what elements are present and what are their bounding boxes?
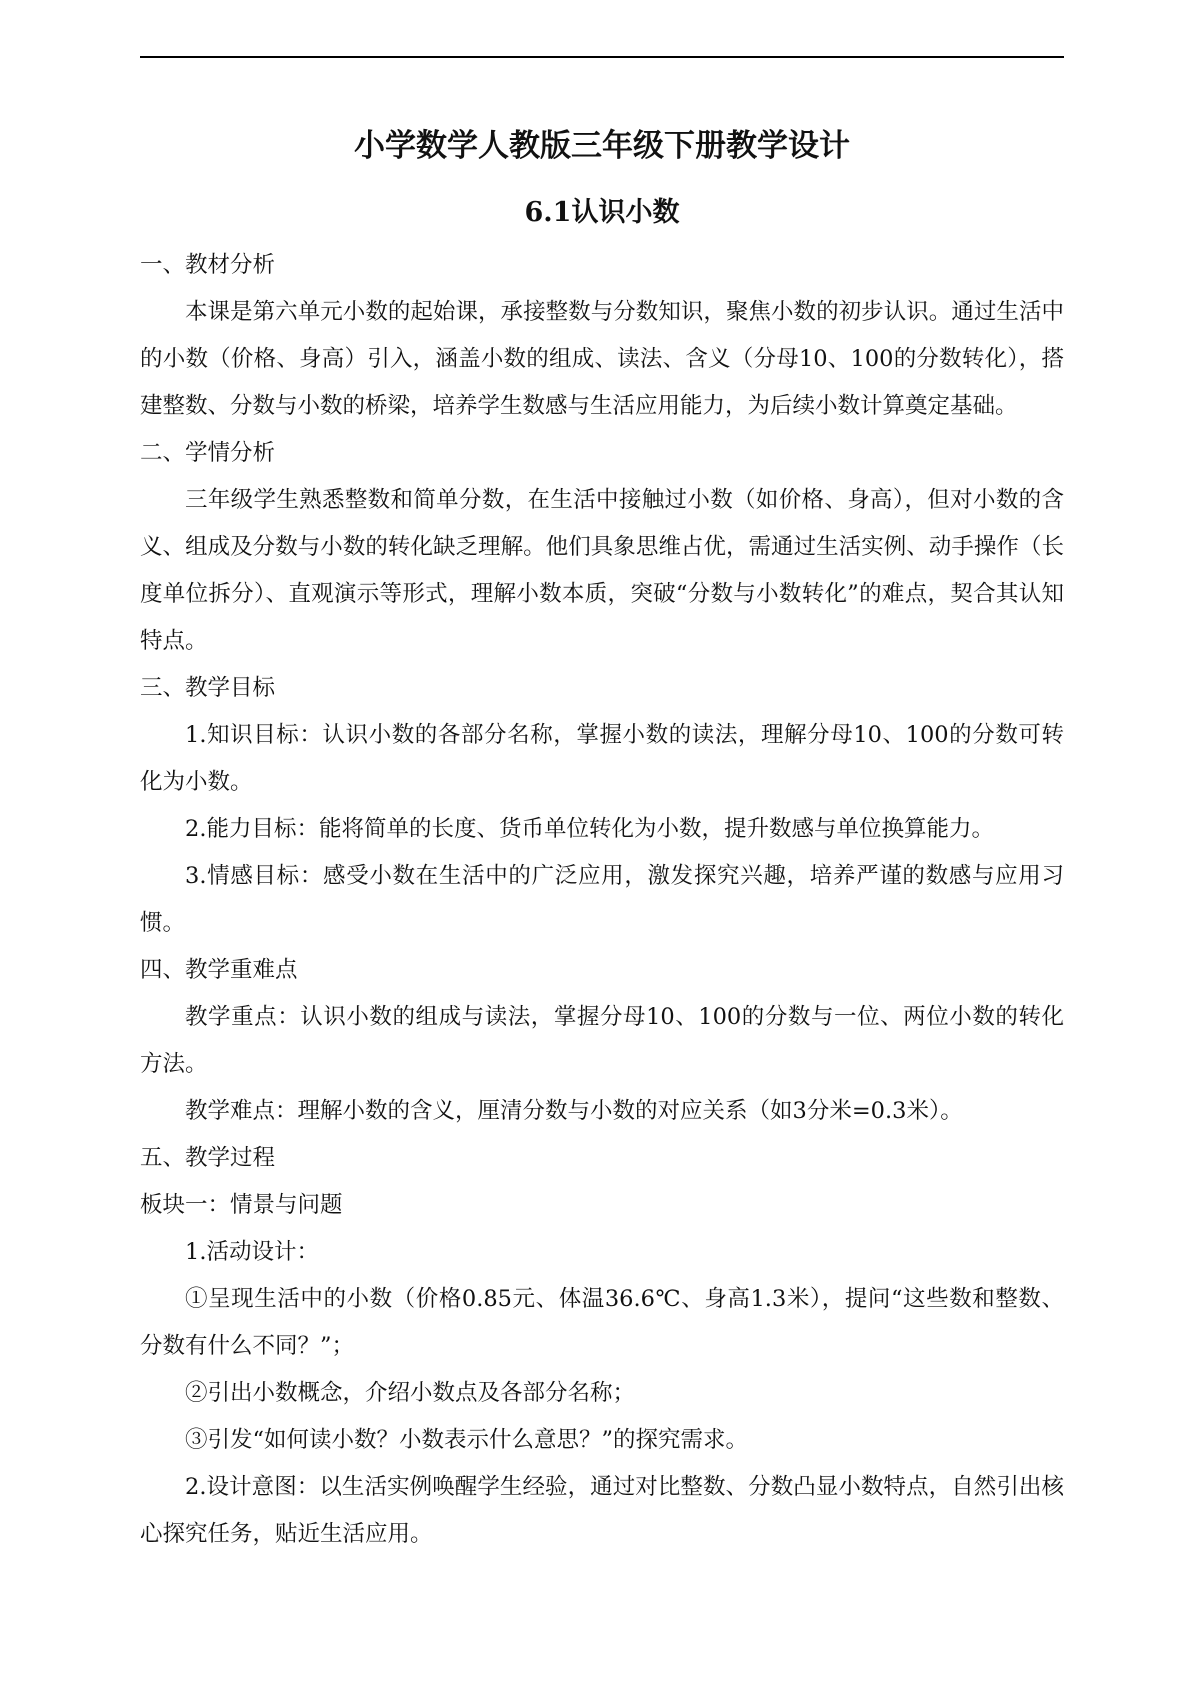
section-student-analysis xyxy=(140,430,1064,665)
section-teaching-objectives xyxy=(140,665,1064,947)
section-heading: 二、学情分析 xyxy=(140,440,276,466)
block-title: 板块一：情景与问题 xyxy=(140,1192,343,1218)
lesson-title: 6.1认识小数 xyxy=(524,197,680,228)
objective-emotion: 3.情感目标：感受小数在生活中的广泛应用，激发探究兴趣，培养严谨的数感与应用习惯。 xyxy=(140,863,1064,936)
paragraph: 本课是第六单元小数的起始课，承接整数与分数知识，聚焦小数的初步认识。通过生活中的小数（价格、身高）引入，涵盖小数的组成、读法、含义（分母10、100的分数转化），搭建整数、分数与小数的桥梁，培养学生数感与生活应用能力，为后续小数计算奠定基础。 xyxy=(140,299,1064,419)
section-heading: 三、教学目标 xyxy=(140,675,276,701)
difficult-point: 教学难点：理解小数的含义，厘清分数与小数的对应关系（如3分米=0.3米）。 xyxy=(185,1098,963,1124)
document-body xyxy=(140,110,1064,1558)
objective-knowledge: 1.知识目标：认识小数的各部分名称，掌握小数的读法，理解分母10、100的分数可转化为小数。 xyxy=(140,722,1064,795)
design-intent: 2.设计意图：以生活实例唤醒学生经验，通过对比整数、分数凸显小数特点，自然引出核心探究任务，贴近生活应用。 xyxy=(140,1474,1064,1547)
document-title: 小学数学人教版三年级下册教学设计 xyxy=(354,128,850,164)
section-teaching-process xyxy=(140,1135,1064,1558)
key-point: 教学重点：认识小数的组成与读法，掌握分母10、100的分数与一位、两位小数的转化方法。 xyxy=(140,1004,1064,1077)
section-heading: 四、教学重难点 xyxy=(140,957,298,983)
section-textbook-analysis xyxy=(140,242,1064,430)
paragraph: 三年级学生熟悉整数和简单分数，在生活中接触过小数（如价格、身高），但对小数的含义、组成及分数与小数的转化缺乏理解。他们具象思维占优，需通过生活实例、动手操作（长度单位拆分）、直观演示等形式，理解小数本质，突破“分数与小数转化”的难点，契合其认知特点。 xyxy=(140,487,1064,654)
section-heading: 一、教材分析 xyxy=(140,252,276,278)
section-key-difficult-points xyxy=(140,947,1064,1135)
section-heading: 五、教学过程 xyxy=(140,1145,276,1171)
activity-design-label: 1.活动设计： xyxy=(185,1239,319,1265)
activity-step-2: ②引出小数概念，介绍小数点及各部分名称； xyxy=(185,1380,636,1406)
activity-step-1: ①呈现生活中的小数（价格0.85元、体温36.6℃、身高1.3米），提问“这些数和整数、分数有什么不同？”； xyxy=(140,1286,1064,1359)
activity-step-3: ③引发“如何读小数？小数表示什么意思？”的探究需求。 xyxy=(185,1427,749,1453)
header-rule xyxy=(140,56,1064,58)
objective-ability: 2.能力目标：能将简单的长度、货币单位转化为小数，提升数感与单位换算能力。 xyxy=(185,816,994,842)
